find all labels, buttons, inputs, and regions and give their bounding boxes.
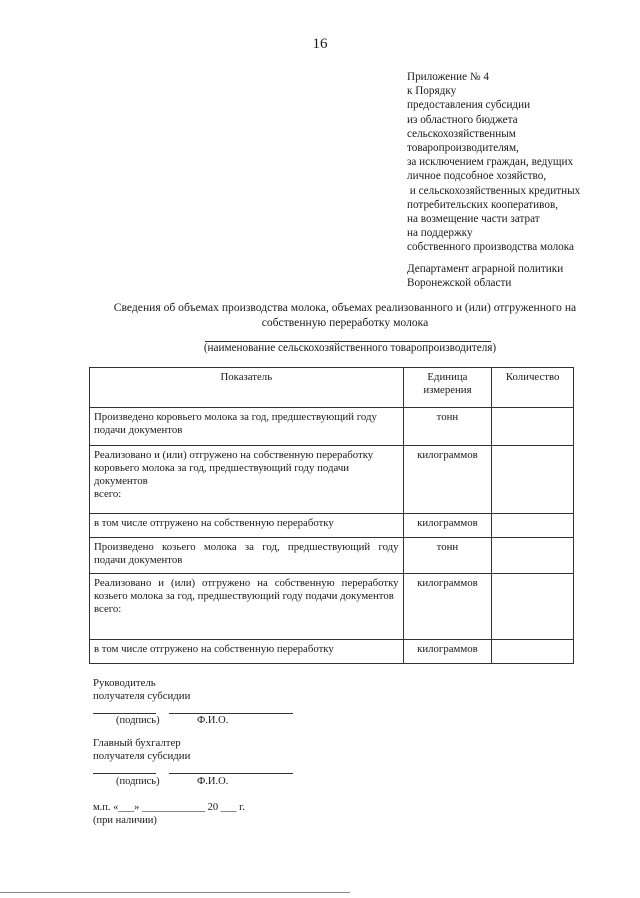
row-indicator: Произведено козьего молока за год, предшествующий году подачи документов: [90, 538, 404, 574]
page-bottom-rule: [0, 892, 350, 893]
stamp-date-line: м.п. «___» ____________ 20 ___ г.: [93, 802, 245, 813]
row-quantity: [492, 640, 574, 664]
accountant-name-line: [169, 773, 293, 774]
row-indicator: в том числе отгружено на собственную переработку: [90, 640, 404, 664]
row-indicator: Реализовано и (или) отгружено на собственную переработку козьего молока за год, предшествующий году подачи документов: [94, 577, 399, 602]
appendix-line: товаропроизводителям,: [407, 142, 519, 155]
head-sign-caption: (подпись): [116, 715, 160, 726]
department-line: Воронежской области: [407, 277, 512, 290]
appendix-line: на поддержку: [407, 227, 473, 240]
row-total-label: всего:: [94, 603, 122, 615]
head-name-line: [169, 713, 293, 714]
appendix-line: потребительских кооперативов,: [407, 198, 559, 211]
table-row: [90, 538, 574, 574]
row-unit: тонн: [403, 408, 492, 446]
row-unit: килограммов: [403, 640, 492, 664]
table-row: [90, 446, 574, 514]
row-quantity: [492, 574, 574, 640]
accountant-name-caption: Ф.И.О.: [197, 776, 229, 787]
appendix-line: предоставления субсидии: [407, 99, 531, 112]
appendix-line: Приложение № 4: [407, 71, 489, 83]
row-unit: тонн: [403, 538, 492, 574]
head-name-caption: Ф.И.О.: [197, 715, 229, 726]
appendix-line: на возмещение части затрат: [407, 213, 540, 226]
row-quantity: [492, 514, 574, 538]
row-quantity: [492, 538, 574, 574]
row-indicator: в том числе отгружено на собственную переработку: [90, 514, 404, 538]
accountant-signature-block: [93, 737, 190, 763]
row-unit: килограммов: [403, 514, 492, 538]
department-block: [407, 262, 563, 290]
appendix-line: сельскохозяйственным: [407, 127, 516, 140]
row-unit: килограммов: [403, 574, 492, 640]
row-indicator-cell: [90, 446, 404, 514]
accountant-sign-caption: (подпись): [116, 776, 160, 787]
appendix-line: за исключением граждан, ведущих: [407, 156, 574, 169]
table-row: [90, 514, 574, 538]
head-signature-block: [93, 677, 190, 703]
appendix-line: и сельскохозяйственных кредитных: [407, 184, 581, 197]
row-quantity: [492, 408, 574, 446]
accountant-subtitle: получателя субсидии: [93, 750, 191, 762]
table-row: [90, 408, 574, 446]
row-total-label: всего:: [94, 488, 122, 500]
row-indicator: Реализовано и (или) отгружено на собственную переработку коровьего молока за год, предшествующий году подачи документов: [94, 449, 374, 487]
header-unit: Единица измерения: [403, 368, 492, 408]
table-header-row: [90, 368, 574, 408]
table-row: [90, 574, 574, 640]
document-title: Сведения об объемах производства молока, объемах реализованного и (или) отгруженного на собственную переработку молока: [113, 301, 577, 329]
stamp-note: (при наличии): [93, 815, 157, 826]
accountant-title: Главный бухгалтер: [93, 737, 181, 749]
row-quantity: [492, 446, 574, 514]
accountant-sign-line: [93, 773, 156, 774]
row-indicator-cell: [90, 574, 404, 640]
department-line: Департамент аграрной политики: [407, 263, 564, 275]
appendix-line: собственного производства молока: [407, 241, 574, 254]
row-indicator: Произведено коровьего молока за год, предшествующий году подачи документов: [90, 408, 404, 446]
row-unit: килограммов: [403, 446, 492, 514]
header-quantity: Количество: [492, 368, 574, 408]
header-indicator: Показатель: [90, 368, 404, 408]
producer-caption: (наименование сельскохозяйственного товаропроизводителя): [203, 342, 497, 354]
appendix-block: [407, 70, 632, 255]
head-subtitle: получателя субсидии: [93, 690, 191, 702]
appendix-line: из областного бюджета: [407, 113, 518, 126]
table-row: [90, 640, 574, 664]
appendix-line: к Порядку: [407, 85, 457, 98]
data-table: [89, 367, 574, 664]
head-title: Руководитель: [93, 677, 156, 689]
appendix-line: личное подсобное хозяйство,: [407, 170, 547, 183]
page-number: 16: [312, 36, 328, 52]
